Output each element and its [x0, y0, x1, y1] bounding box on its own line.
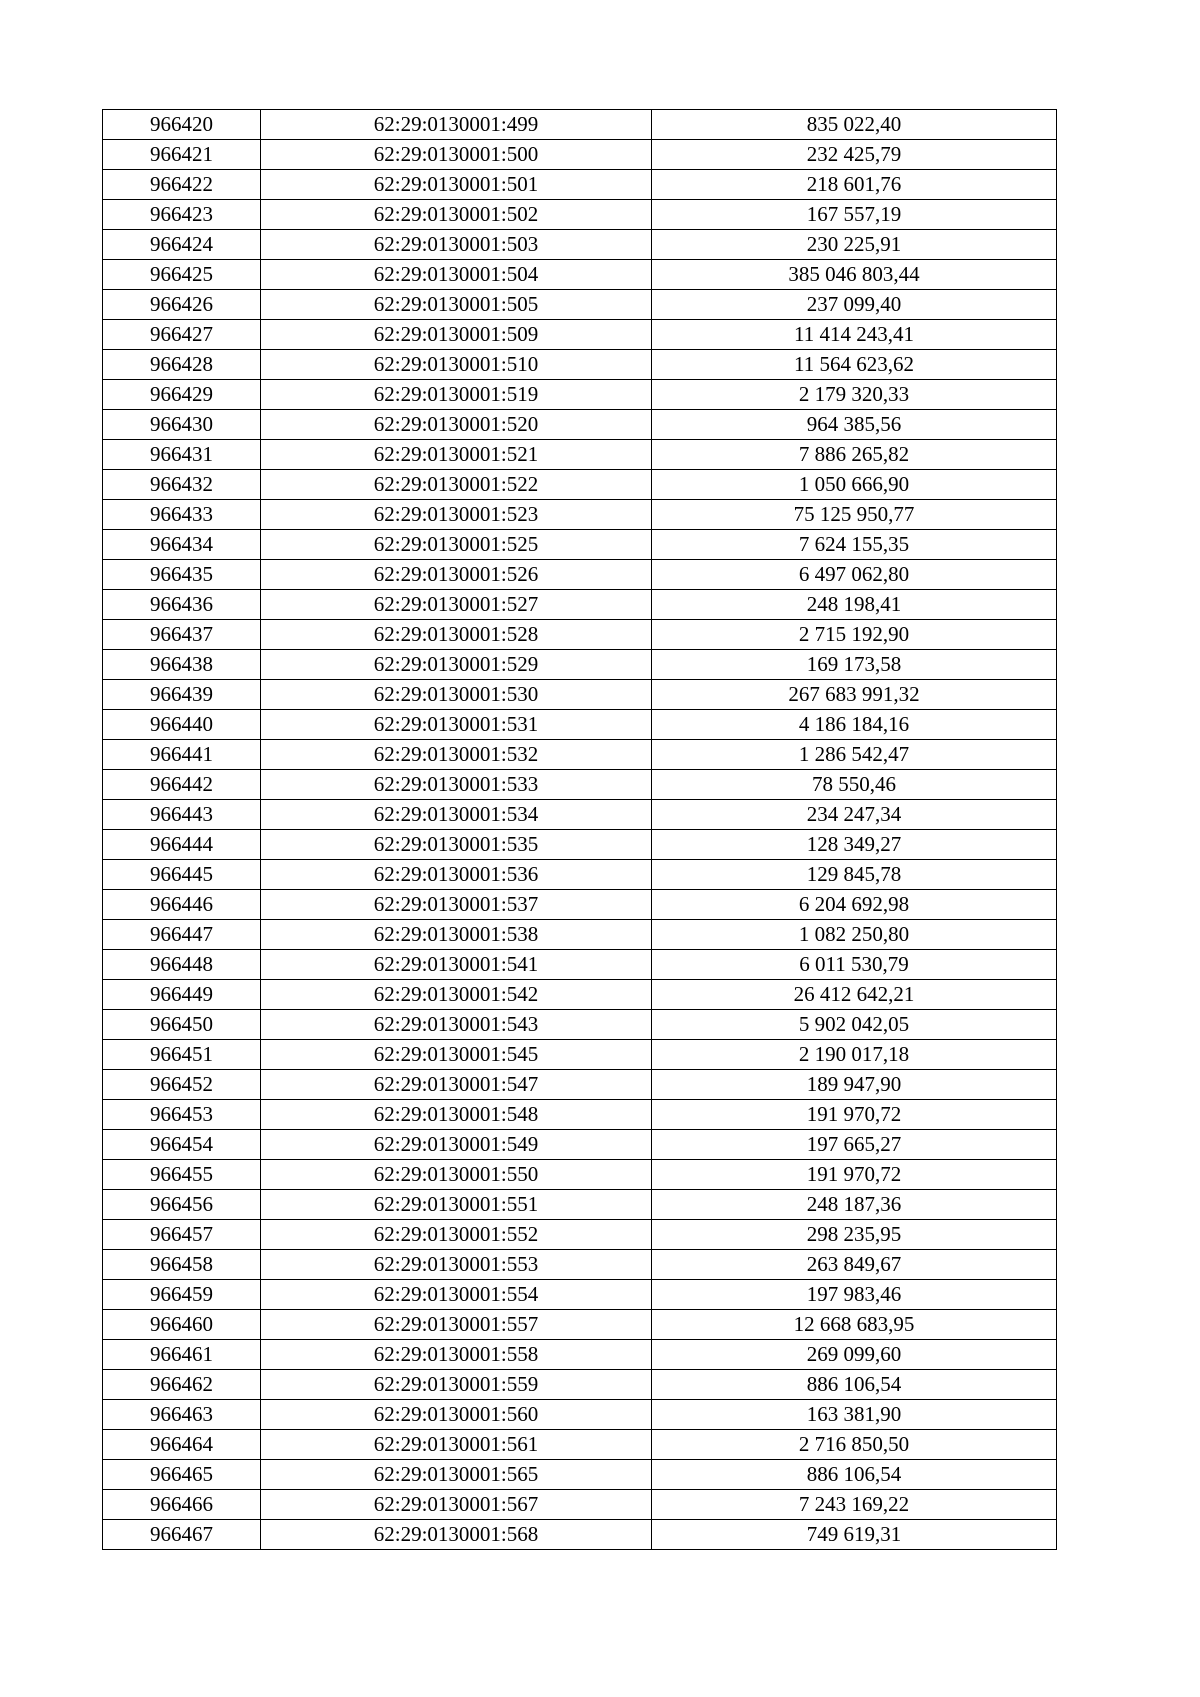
cadastral-value-cell: 886 106,54	[652, 1370, 1057, 1400]
cadastral-number-cell: 62:29:0130001:504	[261, 260, 652, 290]
table-row	[103, 1190, 1057, 1220]
cadastral-value-cell: 835 022,40	[652, 110, 1057, 140]
row-number-cell: 966461	[103, 1340, 261, 1370]
cadastral-value-table	[102, 109, 1057, 1550]
cadastral-value-cell: 197 983,46	[652, 1280, 1057, 1310]
table-row	[103, 1310, 1057, 1340]
cadastral-value-cell: 2 716 850,50	[652, 1430, 1057, 1460]
cadastral-value-cell: 11 564 623,62	[652, 350, 1057, 380]
cadastral-number-cell: 62:29:0130001:549	[261, 1130, 652, 1160]
row-number-cell: 966466	[103, 1490, 261, 1520]
cadastral-value-cell: 248 198,41	[652, 590, 1057, 620]
table-row	[103, 350, 1057, 380]
row-number-cell: 966449	[103, 980, 261, 1010]
row-number-cell: 966456	[103, 1190, 261, 1220]
row-number-cell: 966445	[103, 860, 261, 890]
table-row	[103, 770, 1057, 800]
cadastral-value-cell: 232 425,79	[652, 140, 1057, 170]
table-row	[103, 680, 1057, 710]
cadastral-number-cell: 62:29:0130001:536	[261, 860, 652, 890]
table-row	[103, 950, 1057, 980]
table-row	[103, 830, 1057, 860]
cadastral-value-cell: 2 715 192,90	[652, 620, 1057, 650]
row-number-cell: 966428	[103, 350, 261, 380]
cadastral-number-cell: 62:29:0130001:502	[261, 200, 652, 230]
row-number-cell: 966459	[103, 1280, 261, 1310]
cadastral-value-cell: 167 557,19	[652, 200, 1057, 230]
cadastral-value-cell: 385 046 803,44	[652, 260, 1057, 290]
cadastral-value-cell: 5 902 042,05	[652, 1010, 1057, 1040]
cadastral-number-cell: 62:29:0130001:551	[261, 1190, 652, 1220]
row-number-cell: 966431	[103, 440, 261, 470]
table-row	[103, 410, 1057, 440]
cadastral-value-cell: 6 204 692,98	[652, 890, 1057, 920]
table-row	[103, 1040, 1057, 1070]
cadastral-value-cell: 7 886 265,82	[652, 440, 1057, 470]
row-number-cell: 966450	[103, 1010, 261, 1040]
cadastral-value-cell: 7 624 155,35	[652, 530, 1057, 560]
cadastral-number-cell: 62:29:0130001:520	[261, 410, 652, 440]
row-number-cell: 966434	[103, 530, 261, 560]
cadastral-value-cell: 234 247,34	[652, 800, 1057, 830]
cadastral-value-cell: 191 970,72	[652, 1160, 1057, 1190]
cadastral-value-cell: 6 011 530,79	[652, 950, 1057, 980]
cadastral-number-cell: 62:29:0130001:547	[261, 1070, 652, 1100]
row-number-cell: 966447	[103, 920, 261, 950]
table-row	[103, 740, 1057, 770]
table-row	[103, 140, 1057, 170]
cadastral-number-cell: 62:29:0130001:530	[261, 680, 652, 710]
cadastral-value-cell: 263 849,67	[652, 1250, 1057, 1280]
table-row	[103, 1460, 1057, 1490]
row-number-cell: 966438	[103, 650, 261, 680]
row-number-cell: 966429	[103, 380, 261, 410]
cadastral-value-cell: 7 243 169,22	[652, 1490, 1057, 1520]
table-row	[103, 470, 1057, 500]
row-number-cell: 966420	[103, 110, 261, 140]
cadastral-value-cell: 248 187,36	[652, 1190, 1057, 1220]
table-row	[103, 980, 1057, 1010]
cadastral-number-cell: 62:29:0130001:533	[261, 770, 652, 800]
row-number-cell: 966426	[103, 290, 261, 320]
table-row	[103, 290, 1057, 320]
cadastral-number-cell: 62:29:0130001:528	[261, 620, 652, 650]
row-number-cell: 966436	[103, 590, 261, 620]
row-number-cell: 966452	[103, 1070, 261, 1100]
cadastral-number-cell: 62:29:0130001:568	[261, 1520, 652, 1550]
table-row	[103, 1100, 1057, 1130]
cadastral-value-cell: 237 099,40	[652, 290, 1057, 320]
cadastral-value-cell: 128 349,27	[652, 830, 1057, 860]
cadastral-value-cell: 886 106,54	[652, 1460, 1057, 1490]
table-row	[103, 560, 1057, 590]
cadastral-value-cell: 11 414 243,41	[652, 320, 1057, 350]
cadastral-number-cell: 62:29:0130001:554	[261, 1280, 652, 1310]
table-row	[103, 800, 1057, 830]
cadastral-number-cell: 62:29:0130001:534	[261, 800, 652, 830]
table-row	[103, 230, 1057, 260]
table-row	[103, 890, 1057, 920]
table-row	[103, 320, 1057, 350]
row-number-cell: 966422	[103, 170, 261, 200]
cadastral-number-cell: 62:29:0130001:560	[261, 1400, 652, 1430]
cadastral-number-cell: 62:29:0130001:501	[261, 170, 652, 200]
cadastral-number-cell: 62:29:0130001:550	[261, 1160, 652, 1190]
table-row	[103, 380, 1057, 410]
cadastral-value-cell: 197 665,27	[652, 1130, 1057, 1160]
row-number-cell: 966454	[103, 1130, 261, 1160]
cadastral-value-cell: 4 186 184,16	[652, 710, 1057, 740]
cadastral-value-cell: 26 412 642,21	[652, 980, 1057, 1010]
cadastral-number-cell: 62:29:0130001:505	[261, 290, 652, 320]
row-number-cell: 966451	[103, 1040, 261, 1070]
row-number-cell: 966453	[103, 1100, 261, 1130]
cadastral-value-cell: 163 381,90	[652, 1400, 1057, 1430]
cadastral-number-cell: 62:29:0130001:537	[261, 890, 652, 920]
row-number-cell: 966463	[103, 1400, 261, 1430]
row-number-cell: 966423	[103, 200, 261, 230]
row-number-cell: 966467	[103, 1520, 261, 1550]
cadastral-number-cell: 62:29:0130001:529	[261, 650, 652, 680]
cadastral-number-cell: 62:29:0130001:523	[261, 500, 652, 530]
row-number-cell: 966441	[103, 740, 261, 770]
row-number-cell: 966424	[103, 230, 261, 260]
cadastral-value-cell: 12 668 683,95	[652, 1310, 1057, 1340]
cadastral-number-cell: 62:29:0130001:527	[261, 590, 652, 620]
table-row	[103, 1490, 1057, 1520]
table-row	[103, 920, 1057, 950]
cadastral-number-cell: 62:29:0130001:559	[261, 1370, 652, 1400]
cadastral-value-cell: 6 497 062,80	[652, 560, 1057, 590]
cadastral-number-cell: 62:29:0130001:558	[261, 1340, 652, 1370]
cadastral-value-cell: 298 235,95	[652, 1220, 1057, 1250]
cadastral-value-cell: 1 050 666,90	[652, 470, 1057, 500]
cadastral-number-cell: 62:29:0130001:553	[261, 1250, 652, 1280]
cadastral-number-cell: 62:29:0130001:510	[261, 350, 652, 380]
cadastral-number-cell: 62:29:0130001:565	[261, 1460, 652, 1490]
cadastral-number-cell: 62:29:0130001:503	[261, 230, 652, 260]
table-row	[103, 500, 1057, 530]
row-number-cell: 966433	[103, 500, 261, 530]
table-row	[103, 1160, 1057, 1190]
cadastral-value-cell: 230 225,91	[652, 230, 1057, 260]
row-number-cell: 966432	[103, 470, 261, 500]
table-row	[103, 200, 1057, 230]
cadastral-value-cell: 1 286 542,47	[652, 740, 1057, 770]
cadastral-value-cell: 267 683 991,32	[652, 680, 1057, 710]
cadastral-number-cell: 62:29:0130001:538	[261, 920, 652, 950]
cadastral-number-cell: 62:29:0130001:522	[261, 470, 652, 500]
cadastral-number-cell: 62:29:0130001:525	[261, 530, 652, 560]
row-number-cell: 966444	[103, 830, 261, 860]
cadastral-value-cell: 964 385,56	[652, 410, 1057, 440]
cadastral-number-cell: 62:29:0130001:519	[261, 380, 652, 410]
cadastral-number-cell: 62:29:0130001:548	[261, 1100, 652, 1130]
cadastral-number-cell: 62:29:0130001:567	[261, 1490, 652, 1520]
cadastral-number-cell: 62:29:0130001:521	[261, 440, 652, 470]
table-row	[103, 1220, 1057, 1250]
cadastral-number-cell: 62:29:0130001:557	[261, 1310, 652, 1340]
row-number-cell: 966464	[103, 1430, 261, 1460]
table-row	[103, 1130, 1057, 1160]
table-row	[103, 1370, 1057, 1400]
cadastral-number-cell: 62:29:0130001:545	[261, 1040, 652, 1070]
table-row	[103, 440, 1057, 470]
table-row	[103, 1010, 1057, 1040]
cadastral-value-cell: 1 082 250,80	[652, 920, 1057, 950]
table-row	[103, 1400, 1057, 1430]
row-number-cell: 966439	[103, 680, 261, 710]
cadastral-value-cell: 749 619,31	[652, 1520, 1057, 1550]
cadastral-number-cell: 62:29:0130001:526	[261, 560, 652, 590]
table-row	[103, 650, 1057, 680]
cadastral-value-cell: 2 190 017,18	[652, 1040, 1057, 1070]
row-number-cell: 966443	[103, 800, 261, 830]
row-number-cell: 966437	[103, 620, 261, 650]
cadastral-number-cell: 62:29:0130001:542	[261, 980, 652, 1010]
row-number-cell: 966427	[103, 320, 261, 350]
table-body	[103, 110, 1057, 1550]
cadastral-number-cell: 62:29:0130001:552	[261, 1220, 652, 1250]
row-number-cell: 966465	[103, 1460, 261, 1490]
cadastral-number-cell: 62:29:0130001:499	[261, 110, 652, 140]
row-number-cell: 966462	[103, 1370, 261, 1400]
table-row	[103, 110, 1057, 140]
table-row	[103, 260, 1057, 290]
table-row	[103, 1340, 1057, 1370]
cadastral-value-cell: 129 845,78	[652, 860, 1057, 890]
row-number-cell: 966435	[103, 560, 261, 590]
row-number-cell: 966421	[103, 140, 261, 170]
cadastral-number-cell: 62:29:0130001:509	[261, 320, 652, 350]
row-number-cell: 966460	[103, 1310, 261, 1340]
row-number-cell: 966455	[103, 1160, 261, 1190]
cadastral-number-cell: 62:29:0130001:500	[261, 140, 652, 170]
row-number-cell: 966448	[103, 950, 261, 980]
cadastral-value-cell: 189 947,90	[652, 1070, 1057, 1100]
cadastral-number-cell: 62:29:0130001:541	[261, 950, 652, 980]
cadastral-number-cell: 62:29:0130001:532	[261, 740, 652, 770]
cadastral-number-cell: 62:29:0130001:531	[261, 710, 652, 740]
row-number-cell: 966446	[103, 890, 261, 920]
row-number-cell: 966458	[103, 1250, 261, 1280]
cadastral-value-cell: 2 179 320,33	[652, 380, 1057, 410]
table-row	[103, 1520, 1057, 1550]
table-row	[103, 1070, 1057, 1100]
table-row	[103, 530, 1057, 560]
cadastral-value-cell: 75 125 950,77	[652, 500, 1057, 530]
cadastral-number-cell: 62:29:0130001:543	[261, 1010, 652, 1040]
cadastral-number-cell: 62:29:0130001:535	[261, 830, 652, 860]
table-row	[103, 590, 1057, 620]
table-row	[103, 860, 1057, 890]
table-row	[103, 620, 1057, 650]
cadastral-value-cell: 218 601,76	[652, 170, 1057, 200]
cadastral-value-cell: 169 173,58	[652, 650, 1057, 680]
table-row	[103, 1430, 1057, 1460]
cadastral-value-cell: 78 550,46	[652, 770, 1057, 800]
cadastral-number-cell: 62:29:0130001:561	[261, 1430, 652, 1460]
row-number-cell: 966430	[103, 410, 261, 440]
row-number-cell: 966440	[103, 710, 261, 740]
row-number-cell: 966442	[103, 770, 261, 800]
table-row	[103, 1250, 1057, 1280]
table-row	[103, 710, 1057, 740]
cadastral-value-cell: 191 970,72	[652, 1100, 1057, 1130]
row-number-cell: 966457	[103, 1220, 261, 1250]
cadastral-value-cell: 269 099,60	[652, 1340, 1057, 1370]
row-number-cell: 966425	[103, 260, 261, 290]
table-row	[103, 170, 1057, 200]
table-row	[103, 1280, 1057, 1310]
